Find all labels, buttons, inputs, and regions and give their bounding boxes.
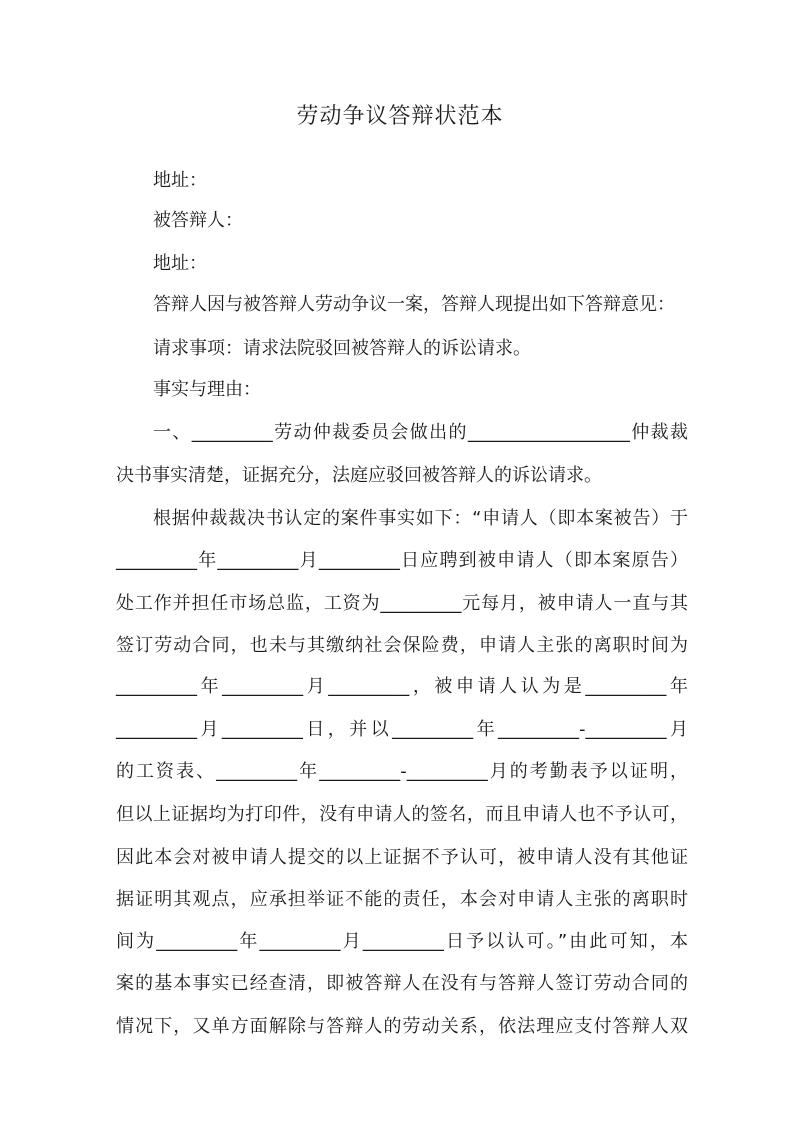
paragraph-line: _________年_________月_________日应聘到被申请人（即本案原告）: [116, 550, 688, 571]
request-line: 请求事项：请求法院驳回被答辩人的诉讼请求。: [153, 338, 531, 359]
respondent-line: 被答辩人：: [153, 210, 243, 231]
respondent-address-line: 地址：: [153, 253, 207, 274]
paragraph-line: 根据仲裁裁决书认定的案件事实如下：“申请人（即本案被告）于: [153, 508, 688, 529]
intro-line: 答辩人因与被答辩人劳动争议一案，答辩人现提出如下答辩意见：: [153, 294, 675, 315]
paragraph-line: 处工作并担任市场总监，工资为_________元每月，被申请人一直与其: [116, 593, 688, 614]
paragraph-line: _________年_________月_________，被申请人认为是_________年: [116, 676, 688, 697]
facts-heading: 事实与理由：: [153, 379, 261, 400]
paragraph-line: 一、_________劳动仲裁委员会做出的__________________仲裁裁: [153, 422, 688, 443]
paragraph-line: 因此本会对被申请人提交的以上证据不予认可，被申请人没有其他证: [116, 847, 688, 868]
paragraph-line: 的工资表、_________年_________-_________月的考勤表予以证明，: [116, 761, 688, 782]
document-title: 劳动争议答辩状范本: [296, 104, 504, 129]
paragraph-line: 决书事实清楚，证据充分，法庭应驳回被答辩人的诉讼请求。: [116, 465, 602, 486]
paragraph-line: 案的基本事实已经查清，即被答辩人在没有与答辩人签订劳动合同的: [116, 973, 688, 994]
paragraph-line: 据证明其观点，应承担举证不能的责任，本会对申请人主张的离职时: [116, 889, 688, 910]
paragraph-line: _________月_________日，并以_________年_________-_________月: [116, 719, 688, 740]
address-line: 地址：: [153, 170, 207, 191]
paragraph-line: 但以上证据均为打印件，没有申请人的签名，而且申请人也不予认可，: [116, 804, 688, 825]
paragraph-line: 情况下，又单方面解除与答辩人的劳动关系，依法理应支付答辩人双: [116, 1016, 688, 1037]
paragraph-line: 间为_________年_________月_________日予以认可。”由此可知，本: [116, 931, 688, 952]
paragraph-line: 签订劳动合同，也未与其缴纳社会保险费，申请人主张的离职时间为: [116, 635, 688, 656]
